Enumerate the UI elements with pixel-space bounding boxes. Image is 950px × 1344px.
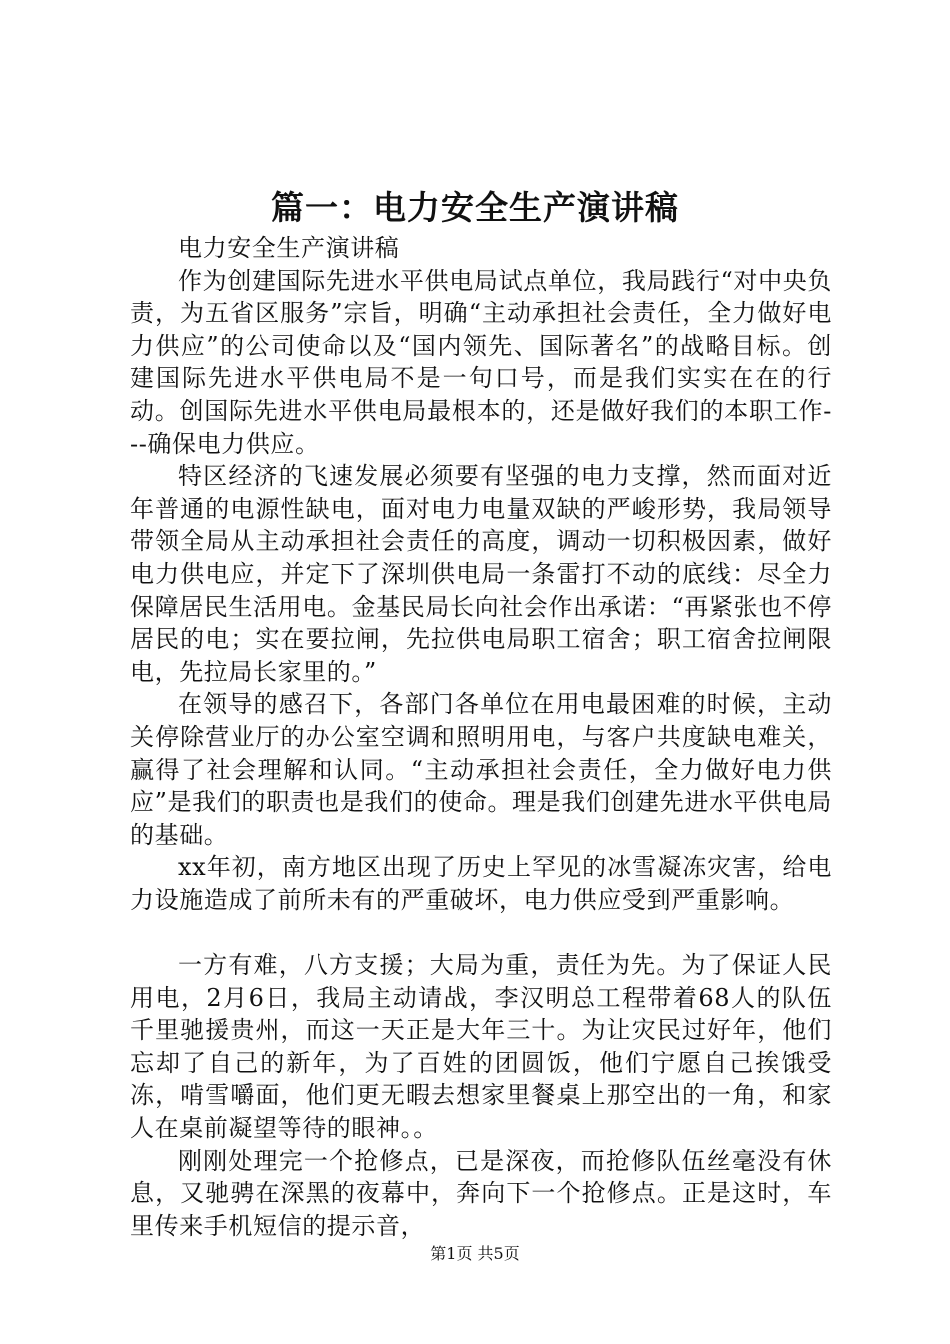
- paragraph-subtitle: 电力安全生产演讲稿: [178, 234, 400, 262]
- page-number-footer: 第1页 共5页: [430, 1244, 520, 1263]
- paragraph: 刚刚处理完一个抢修点，已是深夜，而抢修队伍丝毫没有休息，又驰骋在深黑的夜幕中，奔向下一个抢修点。正是这时，车里传来手机短信的提示音，: [130, 1146, 832, 1240]
- paragraph: 在领导的感召下，各部门各单位在用电最困难的时候，主动关停除营业厅的办公室空调和照明用电，与客户共度缺电难关，赢得了社会理解和认同。“主动承担社会责任，全力做好电力供应”是我们的职责也是我们的使命。理是我们创建先进水平供电局的基础。: [130, 690, 832, 849]
- paragraph: xx年初，南方地区出现了历史上罕见的冰雪凝冻灾害，给电力设施造成了前所未有的严重破坏，电力供应受到严重影响。: [130, 853, 832, 914]
- paragraph: 特区经济的飞速发展必须要有坚强的电力支撑，然而面对近年普通的电源性缺电，面对电力电量双缺的严峻形势，我局领导带领全局从主动承担社会责任的高度，调动一切积极因素，做好电力供电应，并定下了深圳供电局一条雷打不动的底线：尽全力保障居民生活用电。金基民局长向社会作出承诺：“再紧张也不停居民的电；实在要拉闸，先拉供电局职工宿舍；职工宿舍拉闸限电，先拉局长家里的。”: [130, 462, 832, 686]
- paragraph: 作为创建国际先进水平供电局试点单位，我局践行“对中央负责，为五省区服务”宗旨，明确“主动承担社会责任，全力做好电力供应”的公司使命以及“国内领先、国际著名”的战略目标。创建国际先进水平供电局不是一句口号，而是我们实实在在的行动。创国际先进水平供电局最根本的，还是做好我们的本职工作---确保电力供应。: [130, 266, 832, 458]
- paragraph: 一方有难，八方支援；大局为重，责任为先。为了保证人民用电，2月6日，我局主动请战，李汉明总工程带着68人的队伍千里驰援贵州，而这一天正是大年三十。为让灾民过好年，他们忘却了自己的新年，为了百姓的团圆饭，他们宁愿自己挨饿受冻，啃雪嚼面，他们更无暇去想家里餐桌上那空出的一角，和家人在桌前凝望等待的眼神。。: [130, 951, 832, 1143]
- document-body: [130, 232, 832, 1242]
- document-title: 篇一：电力安全生产演讲稿: [271, 188, 679, 227]
